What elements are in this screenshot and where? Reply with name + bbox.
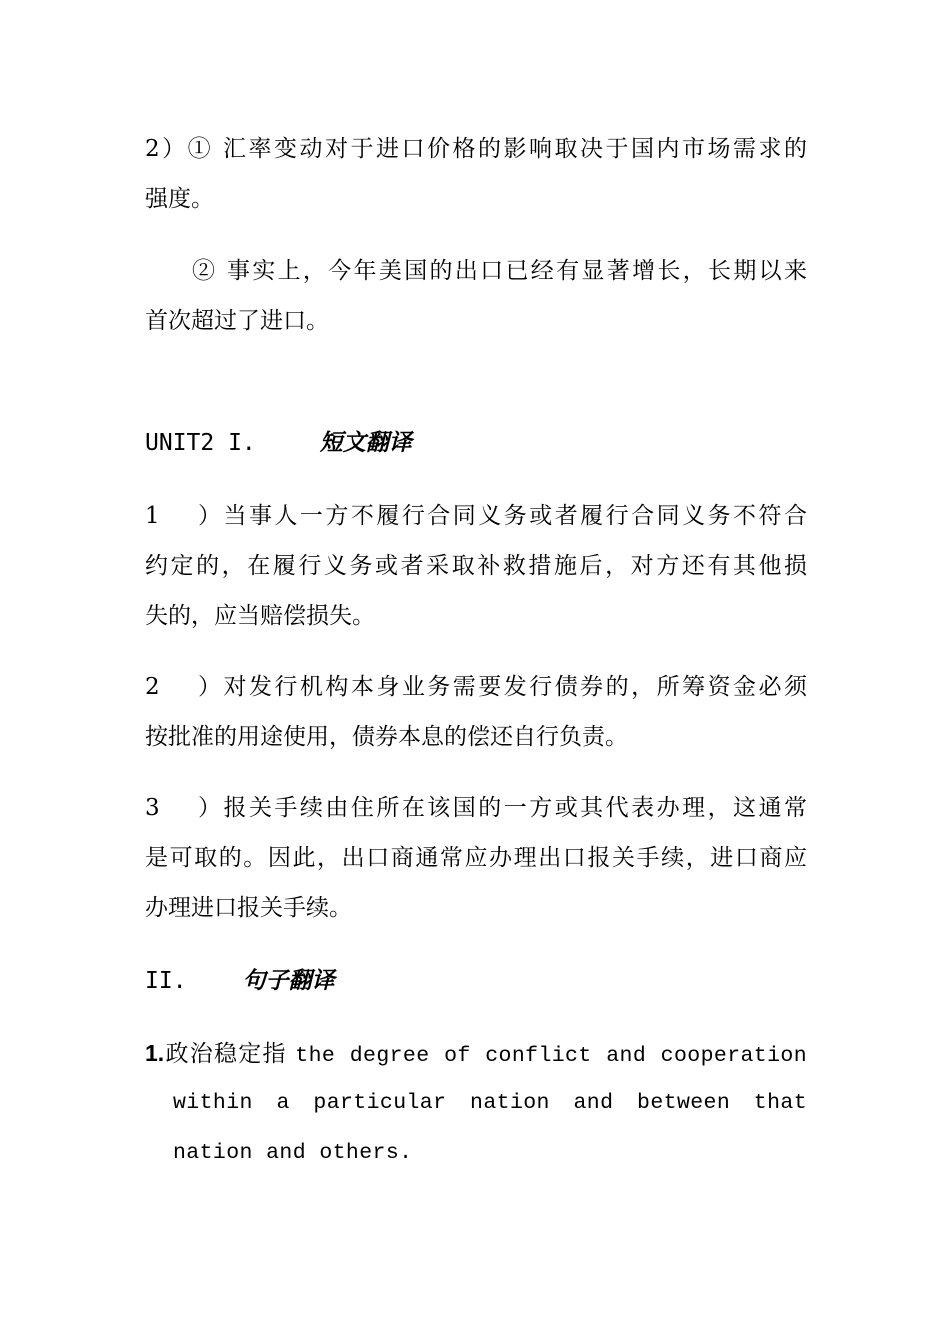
item-line: 是可取的。因此，出口商通常应办理出口报关手续，进口商应 xyxy=(145,845,807,871)
unit2-item-2 xyxy=(145,662,807,762)
unit1-item-2-line-2: 强度。 xyxy=(145,186,214,212)
item-line: 办理进口报关手续。 xyxy=(145,895,352,921)
unit1-item-2 xyxy=(145,124,807,224)
section-2-prefix: II. xyxy=(145,968,187,994)
sentence-english-line-3: nation and others. xyxy=(173,1141,413,1165)
item-label: 3） xyxy=(145,795,221,821)
sentence-chinese: 政治稳定指 xyxy=(164,1041,287,1067)
sentence-english-line-1: the degree of conflict and cooperation xyxy=(295,1044,808,1068)
sentence-number: 1. xyxy=(145,1040,165,1066)
item-label: 2）① xyxy=(145,136,223,162)
sentence-1 xyxy=(145,1028,807,1178)
sub2-line-2: 首次超过了进口。 xyxy=(145,308,329,334)
item-text: 汇率变动对于进口价格的影响取决于国内市场需求的 xyxy=(222,136,807,162)
item-line: 按批准的用途使用，债券本息的偿还自行负责。 xyxy=(145,724,628,750)
sentence-english-line-2: within a particular nation and between that xyxy=(173,1091,807,1115)
sub2-line-1: ② 事实上，今年美国的出口已经有显著增长，长期以来 xyxy=(192,258,807,284)
unit1-item-2-sub-2 xyxy=(145,246,807,346)
item-line: 失的，应当赔偿损失。 xyxy=(145,603,375,629)
unit2-item-1 xyxy=(145,491,807,641)
item-line: 当事人一方不履行合同义务或者履行合同义务不符合 xyxy=(221,503,807,529)
item-line: 报关手续由住所在该国的一方或其代表办理，这通常 xyxy=(221,795,807,821)
item-label: 1） xyxy=(145,503,221,529)
item-line: 对发行机构本身业务需要发行债券的，所筹资金必须 xyxy=(221,674,807,700)
item-label: 2） xyxy=(145,674,221,700)
unit2-heading-prefix: UNIT2 I. xyxy=(145,430,256,456)
section-2-heading xyxy=(145,956,807,1006)
unit2-heading-title: 短文翻译 xyxy=(319,429,412,456)
unit1-item-2-line-1 xyxy=(145,124,807,174)
item-line: 约定的，在履行义务或者采取补救措施后，对方还有其他损 xyxy=(145,553,807,579)
section-2-title: 句子翻译 xyxy=(242,967,335,994)
unit2-item-3 xyxy=(145,783,807,933)
unit2-heading xyxy=(145,418,807,468)
